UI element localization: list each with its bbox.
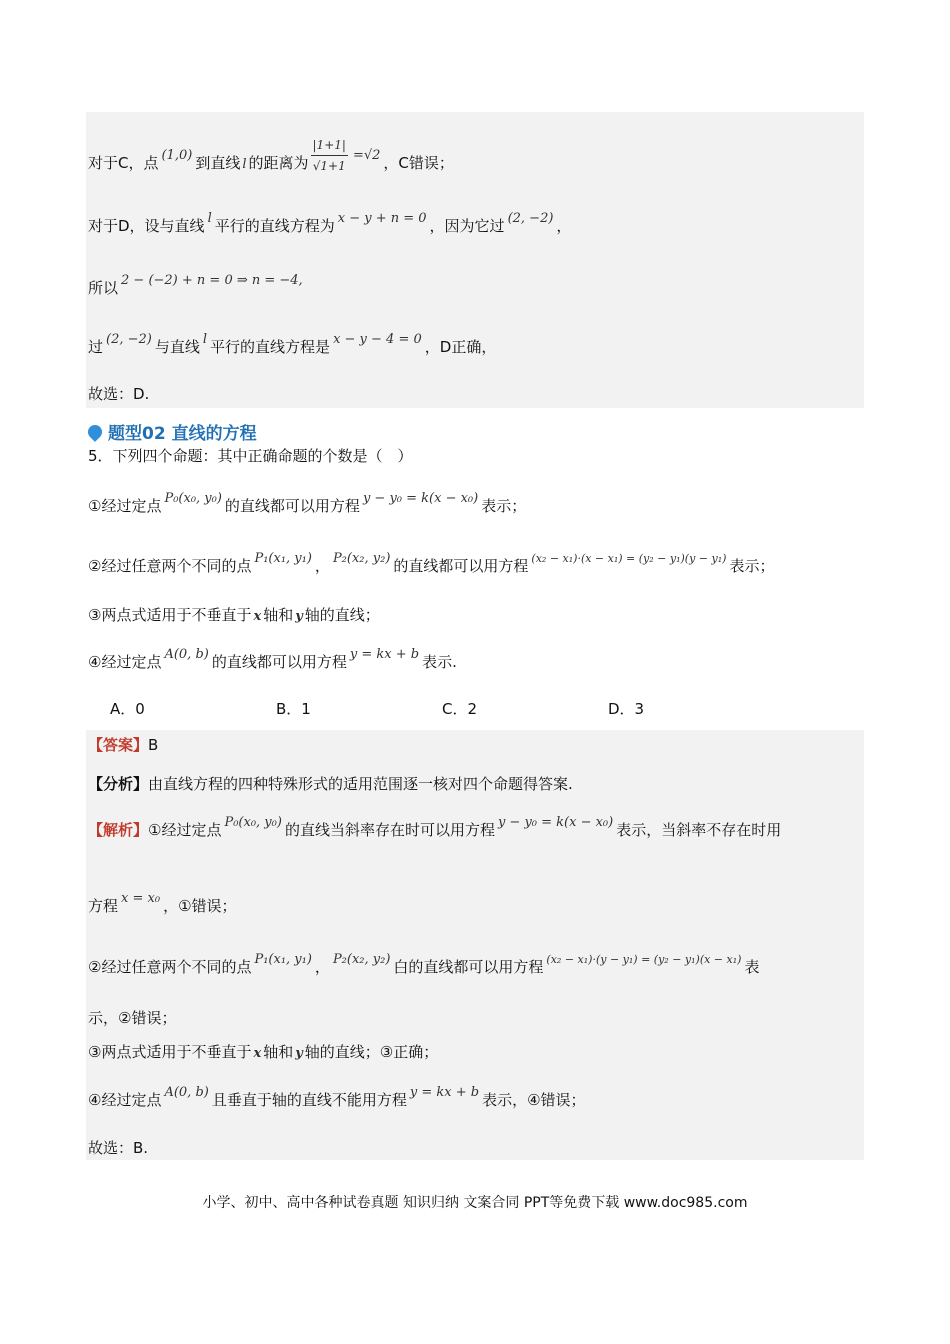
line-choose-d: 故选：D. — [88, 385, 150, 403]
math-point: (1,0) — [161, 148, 193, 163]
math-equation: 2 − (−2) + n = 0 ⇒ n = −4, — [121, 273, 303, 288]
answer-options — [110, 699, 774, 719]
solution-line-2b: 示，②错误； — [88, 1009, 177, 1027]
answer-line: 【答案】B — [88, 736, 159, 754]
option-b: B．1 — [276, 700, 311, 718]
proposition-1: ①经过定点 P₀(x₀, y₀) 的直线都可以用方程 y − y₀ = k(x − x₀) 表示； — [88, 491, 527, 515]
math-equation: x − y + n = 0 — [337, 211, 427, 226]
line-option-c: 对于C，点 (1,0) 到直线 l 的距离为 $\frac{|1+1|}{√1+1}$ =√2 ，C错误； — [88, 143, 454, 184]
proposition-3: ③两点式适用于不垂直于 x 轴和 y 轴的直线； — [88, 606, 380, 624]
proposition-2: ②经过任意两个不同的点 P₁(x₁, y₁) ， P₂(x₂, y₂) 的直线都可以用方程 $^{(x_2 - x_1)\cdot(x - x_1) = (y_2 - y_1)(y - y_1)}$ 表示； — [88, 551, 775, 575]
solution-choose: 故选：B. — [88, 1139, 149, 1157]
math-equation: x − y − 4 = 0 — [333, 332, 422, 347]
math-fraction: $\frac{|1+1|}{√1+1}$ — [311, 135, 348, 176]
solution-line-1: 【解析】①经过定点 P₀(x₀, y₀) 的直线当斜率存在时可以用方程 y − y₀ = k(x − x₀) 表示，当斜率不存在时用 — [88, 815, 782, 839]
section-title: 题型02 直线的方程 — [88, 419, 257, 444]
option-a: A．0 — [110, 700, 145, 718]
line-through: 过 (2, −2) 与直线 l 平行的直线方程是 x − y − 4 = 0 ，D正确， — [88, 332, 497, 356]
solution-line-1b: 方程 x = x₀ ，①错误； — [88, 891, 237, 915]
page-footer: 小学、初中、高中各种试卷真题 知识归纳 文案合同 PPT等免费下载 www.doc985.com — [202, 1195, 748, 1211]
option-c: C．2 — [442, 700, 478, 718]
solution-line-2: ②经过任意两个不同的点 P₁(x₁, y₁) ， P₂(x₂, y₂) 白的直线都可以用方程 $^{(x_2 - x_1)\cdot(y - y_1) = (y_2 - y_1)(x - x_1)}$ 表 — [88, 952, 760, 976]
line-option-d: 对于D，设与直线 l 平行的直线方程为 x − y + n = 0 ，因为它过 (2, −2) ， — [88, 211, 572, 235]
line-so: 所以 2 − (−2) + n = 0 ⇒ n = −4, — [88, 273, 303, 297]
option-d: D．3 — [608, 700, 645, 718]
question-stem: 5．下列四个命题：其中正确命题的个数是（ ） — [88, 447, 413, 465]
proposition-4: ④经过定点 A(0, b) 的直线都可以用方程 y = kx + b 表示. — [88, 647, 457, 671]
location-pin-icon — [85, 422, 105, 442]
analysis-line: 【分析】由直线方程的四种特殊形式的适用范围逐一核对四个命题得答案. — [88, 775, 573, 793]
solution-line-4: ④经过定点 A(0, b) 且垂直于轴的直线不能用方程 y = kx + b 表示，④错误； — [88, 1085, 586, 1109]
solution-line-3: ③两点式适用于不垂直于 x 轴和 y 轴的直线；③正确； — [88, 1043, 439, 1061]
